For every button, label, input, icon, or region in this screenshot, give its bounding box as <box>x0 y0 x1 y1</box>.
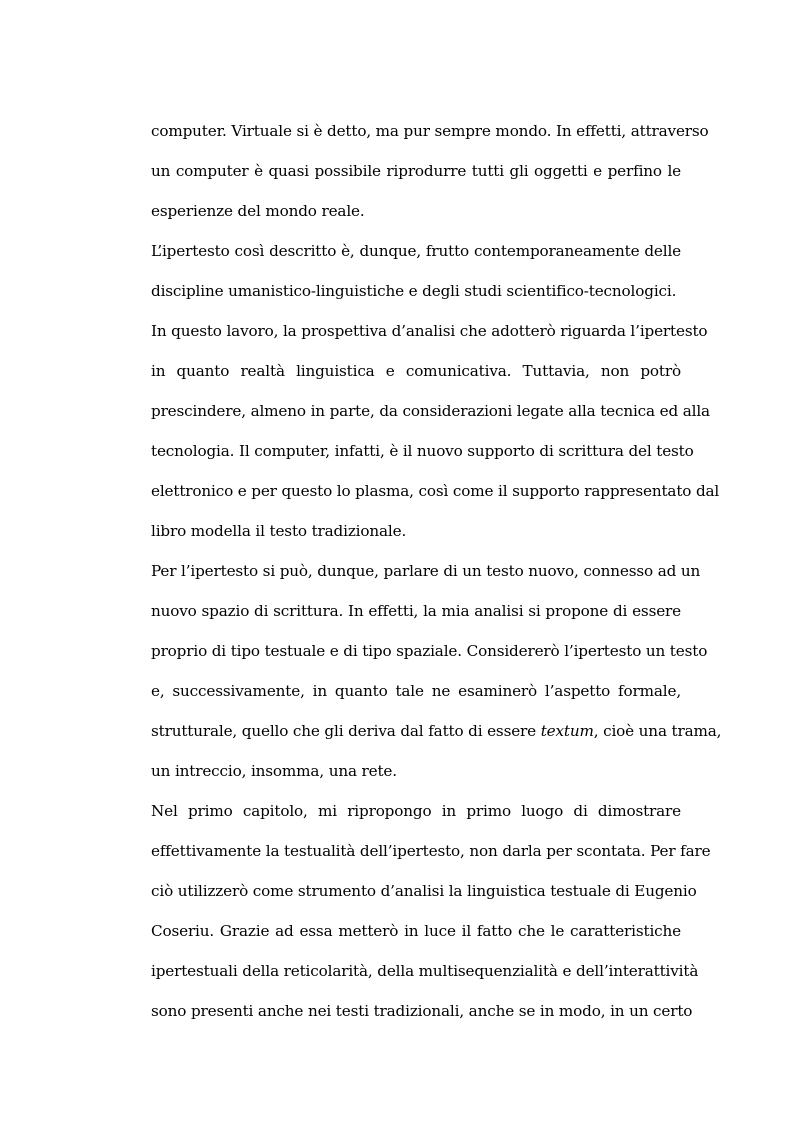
text-line: effettivamente la testualità dell’ipertesto, non darla per scontata. Per fare <box>151 842 711 860</box>
paragraph-4 <box>151 551 722 791</box>
text-segment: , cioè una trama, <box>593 722 722 740</box>
text-line: elettronico e per questo lo plasma, così come il supporto rappresentato dal <box>151 482 720 500</box>
text-line: esperienze del mondo reale. <box>151 202 365 220</box>
text-line: nuovo spazio di scrittura. In effetti, la mia analisi si propone di essere <box>151 602 681 620</box>
paragraph-3 <box>151 311 720 551</box>
text-segment: strutturale, quello che gli deriva dal fatto di essere <box>151 722 541 740</box>
text-line: computer. Virtuale si è detto, ma pur sempre mondo. In effetti, attraverso <box>151 122 709 140</box>
text-line: L’ipertesto così descritto è, dunque, frutto contemporaneamente delle <box>151 242 681 260</box>
text-line: tecnologia. Il computer, infatti, è il nuovo supporto di scrittura del testo <box>151 442 694 460</box>
text-line-with-italic <box>151 711 722 751</box>
text-line: prescindere, almeno in parte, da considerazioni legate alla tecnica ed alla <box>151 402 710 420</box>
text-line: ipertestuali della reticolarità, della multisequenzialità e dell’interattività <box>151 962 699 980</box>
text-line: un computer è quasi possibile riprodurre tutti gli oggetti e perfino le <box>151 162 681 180</box>
text-line: discipline umanistico-linguistiche e degli studi scientifico-tecnologici. <box>151 282 677 300</box>
text-line: In questo lavoro, la prospettiva d’analisi che adotterò riguarda l’ipertesto <box>151 322 708 340</box>
text-line: un intreccio, insomma, una rete. <box>151 762 397 780</box>
text-line: libro modella il testo tradizionale. <box>151 522 407 540</box>
text-line: Per l’ipertesto si può, dunque, parlare di un testo nuovo, connesso ad un <box>151 562 701 580</box>
text-line: e, successivamente, in quanto tale ne esaminerò l’aspetto formale, <box>151 682 681 700</box>
text-line: Nel primo capitolo, mi ripropongo in primo luogo di dimostrare <box>151 802 681 820</box>
text-line: sono presenti anche nei testi tradizionali, anche se in modo, in un certo <box>151 1002 693 1020</box>
paragraph-1 <box>151 111 709 231</box>
paragraph-5 <box>151 791 711 1031</box>
text-line: proprio di tipo testuale e di tipo spaziale. Considererò l’ipertesto un testo <box>151 642 708 660</box>
body-text <box>151 111 722 1031</box>
text-line: ciò utilizzerò come strumento d’analisi la linguistica testuale di Eugenio <box>151 882 697 900</box>
paragraph-2 <box>151 231 681 311</box>
italic-term: textum <box>540 722 594 740</box>
text-line: Coseriu. Grazie ad essa metterò in luce il fatto che le caratteristiche <box>151 922 681 940</box>
text-line: in quanto realtà linguistica e comunicativa. Tuttavia, non potrò <box>151 362 681 380</box>
